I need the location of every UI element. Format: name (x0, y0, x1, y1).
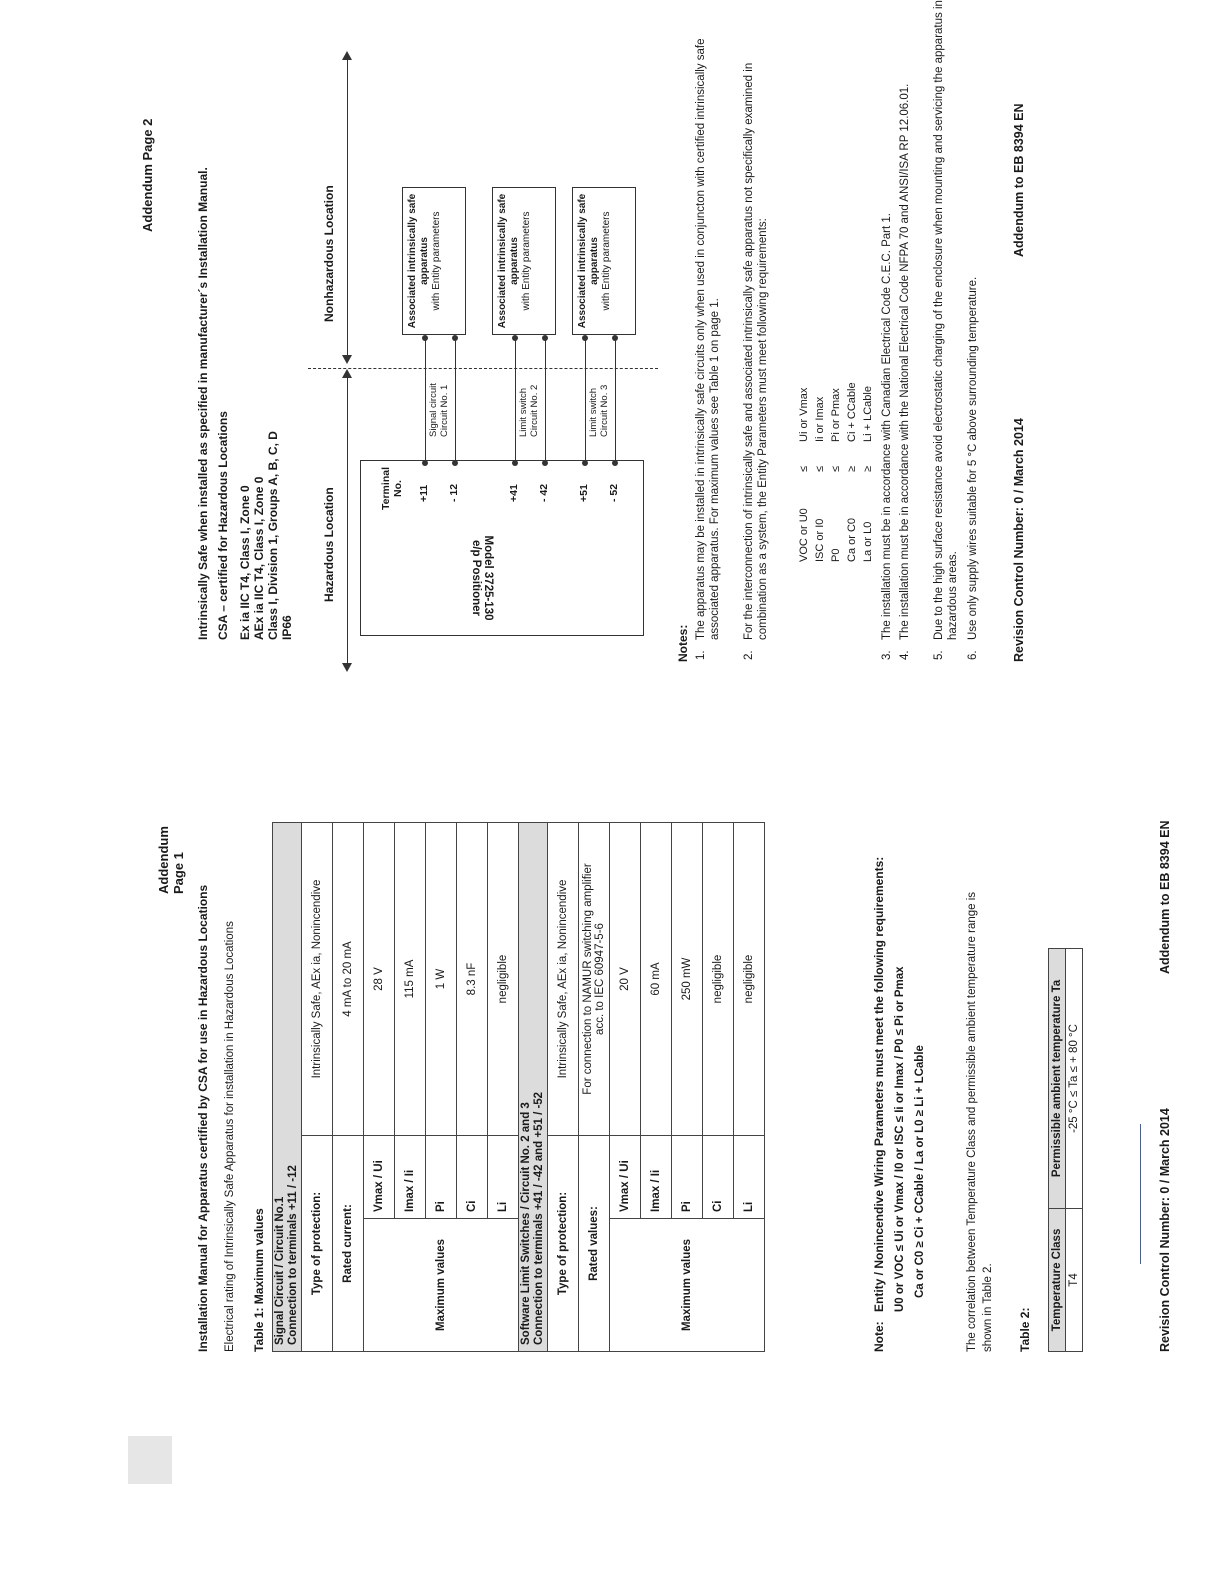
hazardous-zone-line (347, 374, 348, 664)
page-label: Addendum Page 2 (140, 118, 155, 232)
equation-2: ISC or I0 (814, 518, 826, 562)
note-4: 4. The installation must be in accordance with the National Electrical Code NFPA 70 and ANSI/ISA RP 12.06.01. (899, 83, 911, 660)
footer-addendum: Addendum to EB 8394 EN (1012, 103, 1026, 257)
table-row-symbol: Li (734, 1136, 765, 1219)
note-1: 1. The apparatus may be installed in intrinsically safe circuits only when used in conjuncton with certified intrinsically safe associated apparatus. For maximum values see Table 1 on page 1. (695, 38, 721, 660)
rated-values-label: Rated values: (579, 1136, 610, 1352)
table2-header-ambient: Permissible ambient temperature Ta (1049, 949, 1066, 1209)
table-row-symbol: Vmax / Ui (610, 1136, 641, 1219)
terminal-label: - 52 (608, 483, 620, 502)
note-label: Note: (872, 1321, 886, 1352)
page-edge-line (1140, 1124, 1141, 1264)
terminal-label: - 42 (538, 483, 550, 502)
wire-end-dot (542, 335, 548, 341)
table1-caption: Table 1: Maximum values (252, 1208, 266, 1352)
table-row-value: 1 W (426, 823, 457, 1136)
note-6: 6. Use only supply wires suitable for 5 °C above surrounding temperature. (967, 276, 979, 660)
terminal-dot (422, 460, 428, 466)
footer-revision: Revision Control Number: 0 / March 2014 (1158, 1108, 1172, 1352)
terminal-header: Terminal No. (380, 467, 404, 510)
note-2: 2. For the interconnection of intrinsically safe and associated intrinsically safe apparatus not specifically examined in combination as a system, the Entity Parameters must meet following requirements: (743, 62, 769, 660)
terminal-dot (612, 460, 618, 466)
note-5: 5. Due to the high surface resistance avoid electrostatic charging of the enclosure when mounting and servicing the apparatus in hazardous areas. (933, 0, 959, 660)
equation-3: P0 (830, 548, 842, 562)
arrow-left-icon (342, 355, 352, 364)
rated-values-value: For connection to NAMUR switching amplifier acc. to IEC 60947-5-6 (579, 823, 610, 1136)
circuit-label-3: Limit switch Circuit No. 3 (588, 384, 610, 437)
table-row-symbol: Imax / Ii (641, 1136, 672, 1219)
table-row-symbol: Imax / Ii (395, 1136, 426, 1219)
certification-line-2: CSA – certified for Hazardous Locations (216, 411, 230, 640)
terminal-dot (512, 460, 518, 466)
table-row-symbol: Ci (703, 1136, 734, 1219)
equation-op: ≤ (830, 465, 842, 472)
terminal-label: +51 (578, 484, 590, 502)
certification-line-5: Class I, Division 1, Groups A, B, C, D (266, 431, 280, 640)
table-row-symbol: Li (488, 1136, 519, 1219)
wire (515, 338, 516, 460)
wire-end-dot (582, 335, 588, 341)
table-row-value: 250 mW (672, 823, 703, 1136)
type-of-protection-label: Type of protection: (548, 1136, 579, 1352)
equation-rhs: Ci + CCable (846, 382, 858, 442)
table2-header-temp-class: Temperature Class (1049, 1208, 1066, 1351)
associated-apparatus-box-1: Associated intrinsically safe apparatus with Entity parameters (402, 187, 466, 335)
equation-rhs: Li + LCable (862, 386, 874, 442)
maximum-values-label: Maximum values (610, 1219, 765, 1352)
footer-addendum: Addendum to EB 8394 EN (1158, 820, 1172, 974)
page-label: Addendum Page 1 (156, 826, 186, 894)
equation-4: Ca or C0 (846, 517, 858, 562)
wire-end-dot (422, 335, 428, 341)
table-row-value: 20 V (610, 823, 641, 1136)
equation-5: La or L0 (862, 521, 874, 562)
table-maximum-values (272, 822, 765, 1352)
circuit-label-2: Limit switch Circuit No. 2 (518, 384, 540, 437)
wire-end-dot (512, 335, 518, 341)
wire (615, 338, 616, 460)
associated-apparatus-box-2: Associated intrinsically safe apparatus with Entity parameters (492, 187, 556, 335)
rated-current-value: 4 mA to 20 mA (333, 823, 364, 1136)
table-row-symbol: Vmax / Ui (364, 1136, 395, 1219)
table-temperature-class (1048, 948, 1083, 1352)
page-corner-marker (128, 1436, 172, 1484)
equation-rhs: Pi or Pmax (830, 388, 842, 442)
correlation-text-1: The correlation between Temperature Class and permissible ambient temperature range is (966, 891, 978, 1352)
table-row-value: 115 mA (395, 823, 426, 1136)
type-of-protection-value: Intrinsically Safe, AEx ia, Nonincendive (302, 823, 333, 1136)
rated-current-label: Rated current: (333, 1136, 364, 1352)
wire (425, 338, 426, 460)
footer-revision: Revision Control Number: 0 / March 2014 (1012, 418, 1026, 662)
table-row-symbol: Pi (672, 1136, 703, 1219)
equation-op: ≤ (798, 465, 810, 472)
table1-header-1: Signal Circuit / Circuit No.1 Connection to terminals +11 / -12 (273, 823, 302, 1352)
table-row-value: 28 V (364, 823, 395, 1136)
hazardous-location-label: Hazardous Location (322, 487, 336, 602)
terminal-dot (452, 460, 458, 466)
addendum-page-1 (0, 794, 1224, 1584)
terminal-dot (542, 460, 548, 466)
equation-rhs: Ii or Imax (814, 396, 826, 442)
page-subtitle: Electrical rating of Intrinsically Safe Apparatus for installation in Hazardous Locations (224, 921, 236, 1352)
table2-cell-class: T4 (1066, 1208, 1083, 1351)
table-row-value: 60 mA (641, 823, 672, 1136)
table-row-value: negligible (488, 823, 519, 1136)
table-row-symbol: Ci (457, 1136, 488, 1219)
notes-heading: Notes: (676, 624, 690, 662)
table-row-value: negligible (703, 823, 734, 1136)
wire (585, 338, 586, 460)
arrow-left-icon (342, 663, 352, 672)
correlation-text-2: shown in Table 2. (982, 1263, 994, 1352)
arrow-right-icon (342, 51, 352, 60)
requirement-line-2: Ca or C0 ≥ Ci + CCable / La or L0 ≥ Li + LCable (914, 1045, 926, 1298)
wire-end-dot (612, 335, 618, 341)
zone-boundary-line (308, 368, 658, 369)
equation-op: ≤ (814, 465, 826, 472)
certification-line-1: Intrinsically Safe when installed as specified in manufacturer´s Installation Manual. (196, 167, 210, 640)
equation-op: ≥ (846, 465, 858, 472)
note-3: 3. The installation must be in accordance with Canadian Electrical Code C.E.C. Part 1. (881, 213, 893, 660)
wire (455, 338, 456, 460)
type-of-protection-label: Type of protection: (302, 1136, 333, 1352)
table1-header-2: Software Limit Switches / Circuit No. 2 and 3 Connection to terminals +41 / -42 and +51 / -52 (519, 823, 548, 1352)
nonhazardous-zone-line (347, 60, 348, 360)
equation-op: ≥ (862, 465, 874, 472)
associated-apparatus-box-3: Associated intrinsically safe apparatus with Entity parameters (572, 187, 636, 335)
table-row-symbol: Pi (426, 1136, 457, 1219)
page-title: Installation Manual for Apparatus certified by CSA for use in Hazardous Locations (196, 884, 210, 1352)
equation-1: VOC or U0 (798, 508, 810, 562)
positioner-label: Model 3725-130 e/p Positioner (470, 535, 494, 621)
table2-cell-range: -25 °C ≤ Ta ≤ + 80 °C (1066, 949, 1083, 1209)
note-text: Entity / Nonincendive Wiring Parameters must meet the following requirements: (872, 856, 886, 1312)
table-row-value: negligible (734, 823, 765, 1136)
terminal-label: +41 (508, 484, 520, 502)
equation-rhs: Ui or Vmax (798, 387, 810, 442)
type-of-protection-value: Intrinsically Safe, AEx ia, Nonincendive (548, 823, 579, 1136)
arrow-right-icon (342, 369, 352, 378)
maximum-values-label: Maximum values (364, 1219, 519, 1352)
certification-line-6: IP66 (280, 615, 294, 640)
terminal-label: - 12 (448, 483, 460, 502)
nonhazardous-location-label: Nonhazardous Location (322, 185, 336, 322)
table-row-value: 8.3 nF (457, 823, 488, 1136)
requirement-line-1: U0 or VOC ≤ Ui or Vmax / I0 or ISC ≤ Ii or Imax / P0 ≤ Pi or Pmax (894, 966, 906, 1312)
certification-line-4: AEx ia IIC T4, Class I, Zone 0 (252, 476, 266, 640)
certification-line-3: Ex ia IIC T4, Class I, Zone 0 (238, 485, 252, 640)
table2-caption: Table 2: (1018, 1307, 1032, 1352)
wire (545, 338, 546, 460)
terminal-label: +11 (418, 484, 430, 502)
circuit-label-1: Signal circuit Circuit No. 1 (428, 383, 450, 437)
wire-end-dot (452, 335, 458, 341)
terminal-dot (582, 460, 588, 466)
